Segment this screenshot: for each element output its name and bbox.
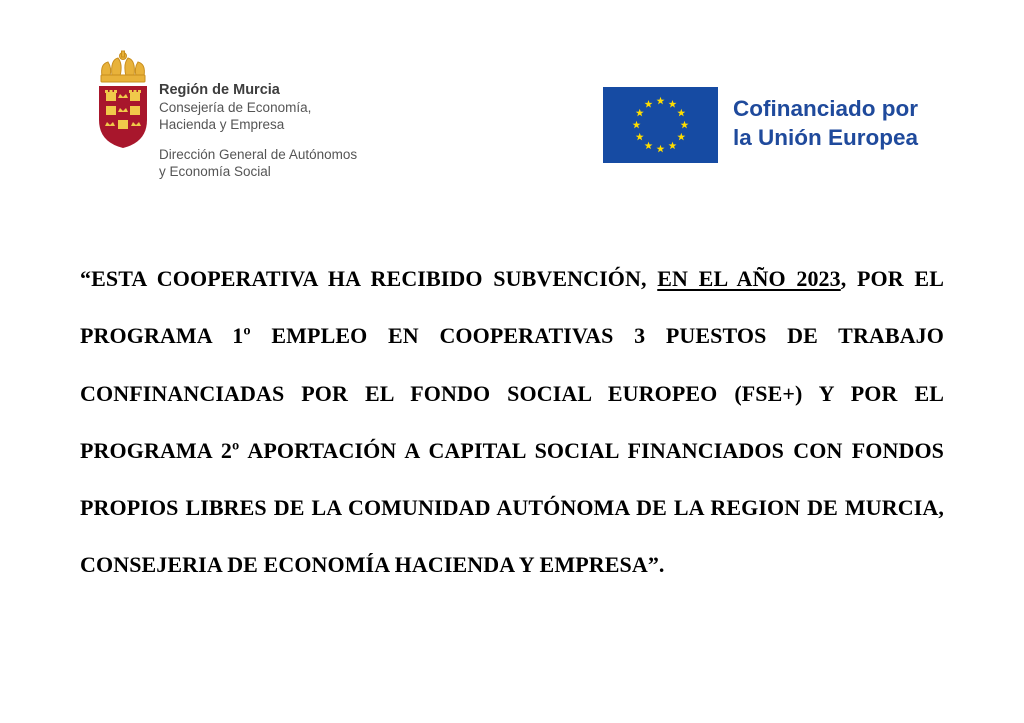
subdivision-text	[159, 146, 357, 180]
department-line-1: Consejería de Economía,	[159, 100, 312, 115]
region-murcia-logo	[96, 50, 396, 190]
statement-year-underlined: EN EL AÑO 2023	[657, 266, 841, 291]
eu-cofinancing-text	[733, 94, 918, 152]
coat-of-arms-icon	[96, 50, 150, 150]
statement-part-2: , POR EL PROGRAMA 1º EMPLEO EN COOPERATIVAS 3 PUESTOS DE TRABAJO CONFINANCIADAS POR EL FONDO SOCIAL EUROPEO (FSE+) Y POR EL PROGRAMA 2º APORTACIÓN A CAPITAL SOCIAL FINANCIADOS CON FONDOS PROPIOS LIBRES DE LA COMUNIDAD AUTÓNOMA DE LA REGION DE MURCIA, CONSEJERIA DE ECONOMÍA HACIENDA Y EMPRESA”.	[80, 266, 944, 578]
region-name: Región de Murcia	[159, 82, 280, 98]
subsidy-statement	[80, 250, 944, 594]
department-line-2: Hacienda y Empresa	[159, 117, 285, 132]
subdivision-line-1: Dirección General de Autónomos	[159, 147, 358, 162]
eu-flag-icon	[603, 87, 718, 163]
subdivision-line-2: y Economía Social	[159, 164, 271, 179]
eu-text-line-2: la Unión Europea	[733, 125, 919, 150]
region-murcia-text	[159, 82, 311, 133]
eu-text-line-1: Cofinanciado por	[733, 96, 918, 121]
eu-cofinancing-logo	[603, 87, 963, 163]
statement-part-1: “ESTA COOPERATIVA HA RECIBIDO SUBVENCIÓN,	[80, 266, 658, 291]
